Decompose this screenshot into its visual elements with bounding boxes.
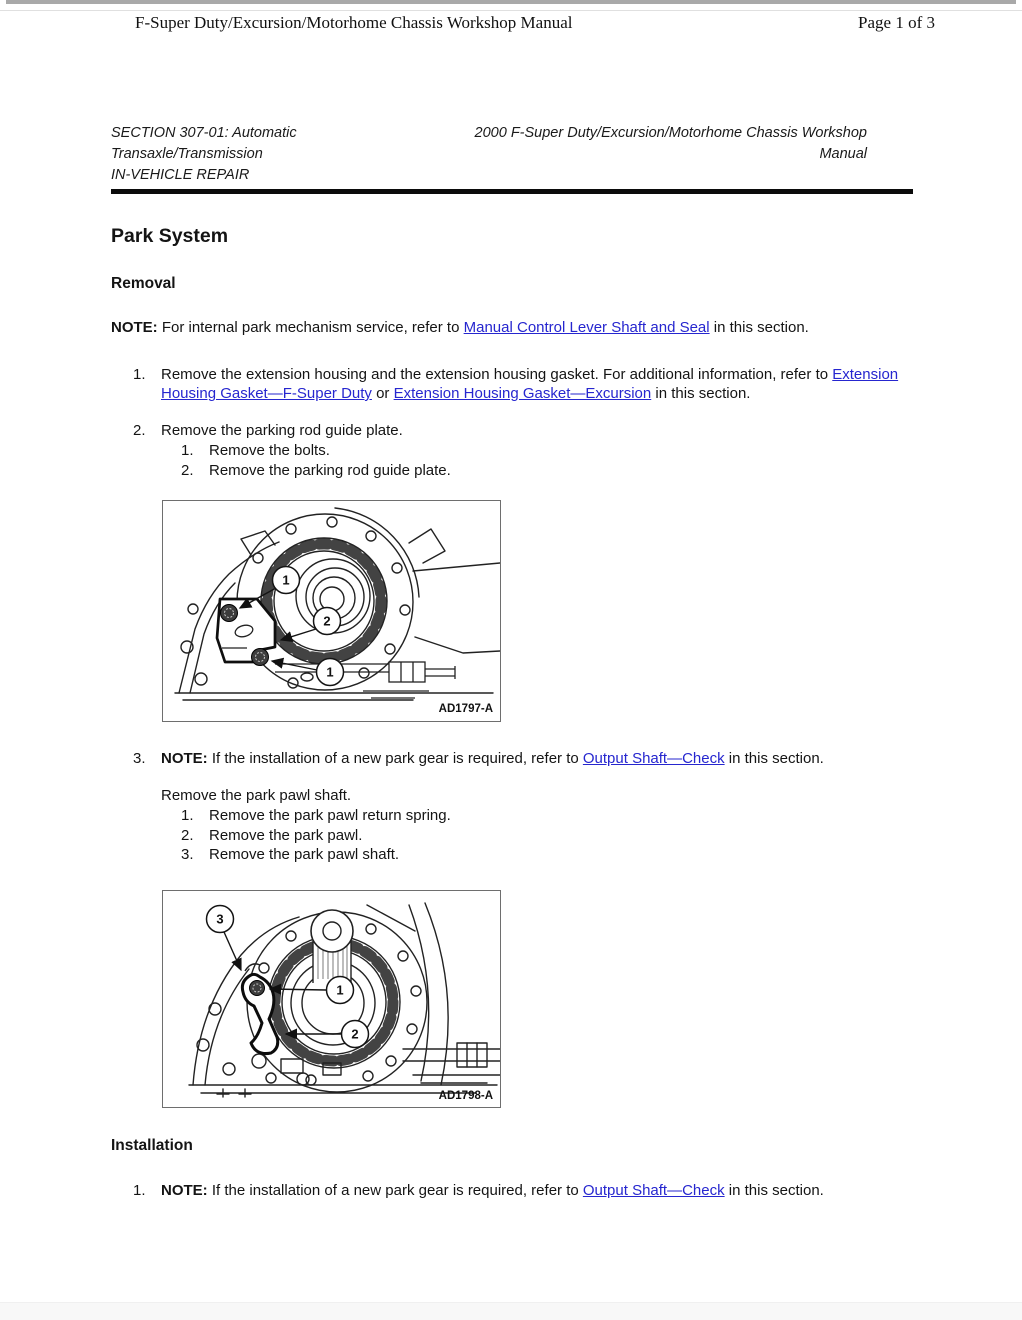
removal-step-3 [111,749,913,769]
section-divider-rule [111,189,913,194]
removal-step-3-substep-1: 1. Remove the park pawl return spring. [181,807,451,824]
link-manual-control-lever-shaft-and-seal[interactable]: Manual Control Lever Shaft and Seal [463,319,710,336]
step-number: 1. [133,365,146,383]
link-output-shaft-check[interactable]: Output Shaft—Check [582,1181,725,1199]
window-top-edge [6,0,1016,4]
note-label: NOTE: [111,319,158,336]
header-doc-title: F-Super Duty/Excursion/Motorhome Chassis Workshop Manual [135,13,573,32]
output-shaft-cylinder [311,910,353,983]
link-extension-housing-gasket-f-super-duty[interactable]: Extension Housing Gasket—F-Super Duty [161,365,899,402]
removal-step-2: 2. Remove the parking rod guide plate. 1. Remove the bolts. 2. Remove the parking rod guide plate. [111,421,913,481]
substep-number: 2. [181,826,194,844]
figure-parking-rod-guide-plate [162,500,501,722]
section-subtitle: IN-VEHICLE REPAIR [111,167,250,183]
note-label: NOTE: [161,750,208,767]
page-bottom-edge [0,1302,1022,1320]
callout-number: 2 [351,1026,359,1041]
removal-heading: Removal [111,275,176,292]
removal-step-3-substep-3: 3. Remove the park pawl shaft. [181,846,400,863]
running-header [0,11,1022,34]
pawl-shaft-pin [250,980,265,995]
substep-number: 1. [181,807,194,824]
substep-number: 2. [181,461,194,479]
transmission-diagram-1 [163,501,500,721]
step-number: 1. [133,1181,146,1199]
substep-number: 1. [181,442,194,459]
callout-number: 1 [282,572,290,588]
installation-heading: Installation [111,1136,193,1154]
section-title: SECTION 307-01: Automatic Transaxle/Transmission [111,125,297,162]
removal-step-2-substep-2: 2. Remove the parking rod guide plate. [181,461,451,479]
removal-step-2-substep-1: 1. Remove the bolts. [181,442,330,459]
link-output-shaft-check[interactable]: Output Shaft—Check [582,750,725,767]
figure-id-label: AD1797-A [438,703,493,715]
step-3-note: NOTE: If the installation of a new park gear is required, refer to Output Shaft—Check in this section. [161,750,824,767]
step-number: 3. [133,750,146,767]
section-header [111,123,913,186]
callout-number: 1 [326,664,334,680]
removal-note: NOTE: For internal park mechanism service, refer to Manual Control Lever Shaft and Seal in this section. [111,319,809,336]
transmission-diagram-2 [163,891,500,1107]
manual-title: 2000 F-Super Duty/Excursion/Motorhome Chassis Workshop Manual [474,125,867,162]
substep-number: 3. [181,846,194,863]
header-page-count: Page 1 of 3 [858,13,935,32]
removal-step-1: 1. Remove the extension housing and the extension housing gasket. For additional information, refer to Extension Housing Gasket—F-Super Duty or Extension Housing Gasket—Excursion in this section. [133,365,899,402]
callout-number: 2 [323,613,331,629]
page-title: Park System [111,225,229,247]
link-extension-housing-gasket-excursion[interactable]: Extension Housing Gasket—Excursion [393,385,652,402]
figure-id-label: AD1798-A [438,1089,493,1102]
removal-step-3-substep-2: 2. Remove the park pawl. [181,826,363,844]
step-3-paragraph: Remove the park pawl shaft. 1. Remove the park pawl return spring. 2. Remove the park pawl. 3. Remove the park pawl shaft. [111,786,913,865]
note-label: NOTE: [161,1181,208,1199]
installation-step-1: 1. NOTE: If the installation of a new park gear is required, refer to Output Shaft—Check in this section. [133,1181,824,1199]
callout-number: 3 [216,911,224,926]
callout-number: 1 [336,982,344,997]
figure-park-pawl [162,890,501,1108]
step-number: 2. [133,421,146,439]
